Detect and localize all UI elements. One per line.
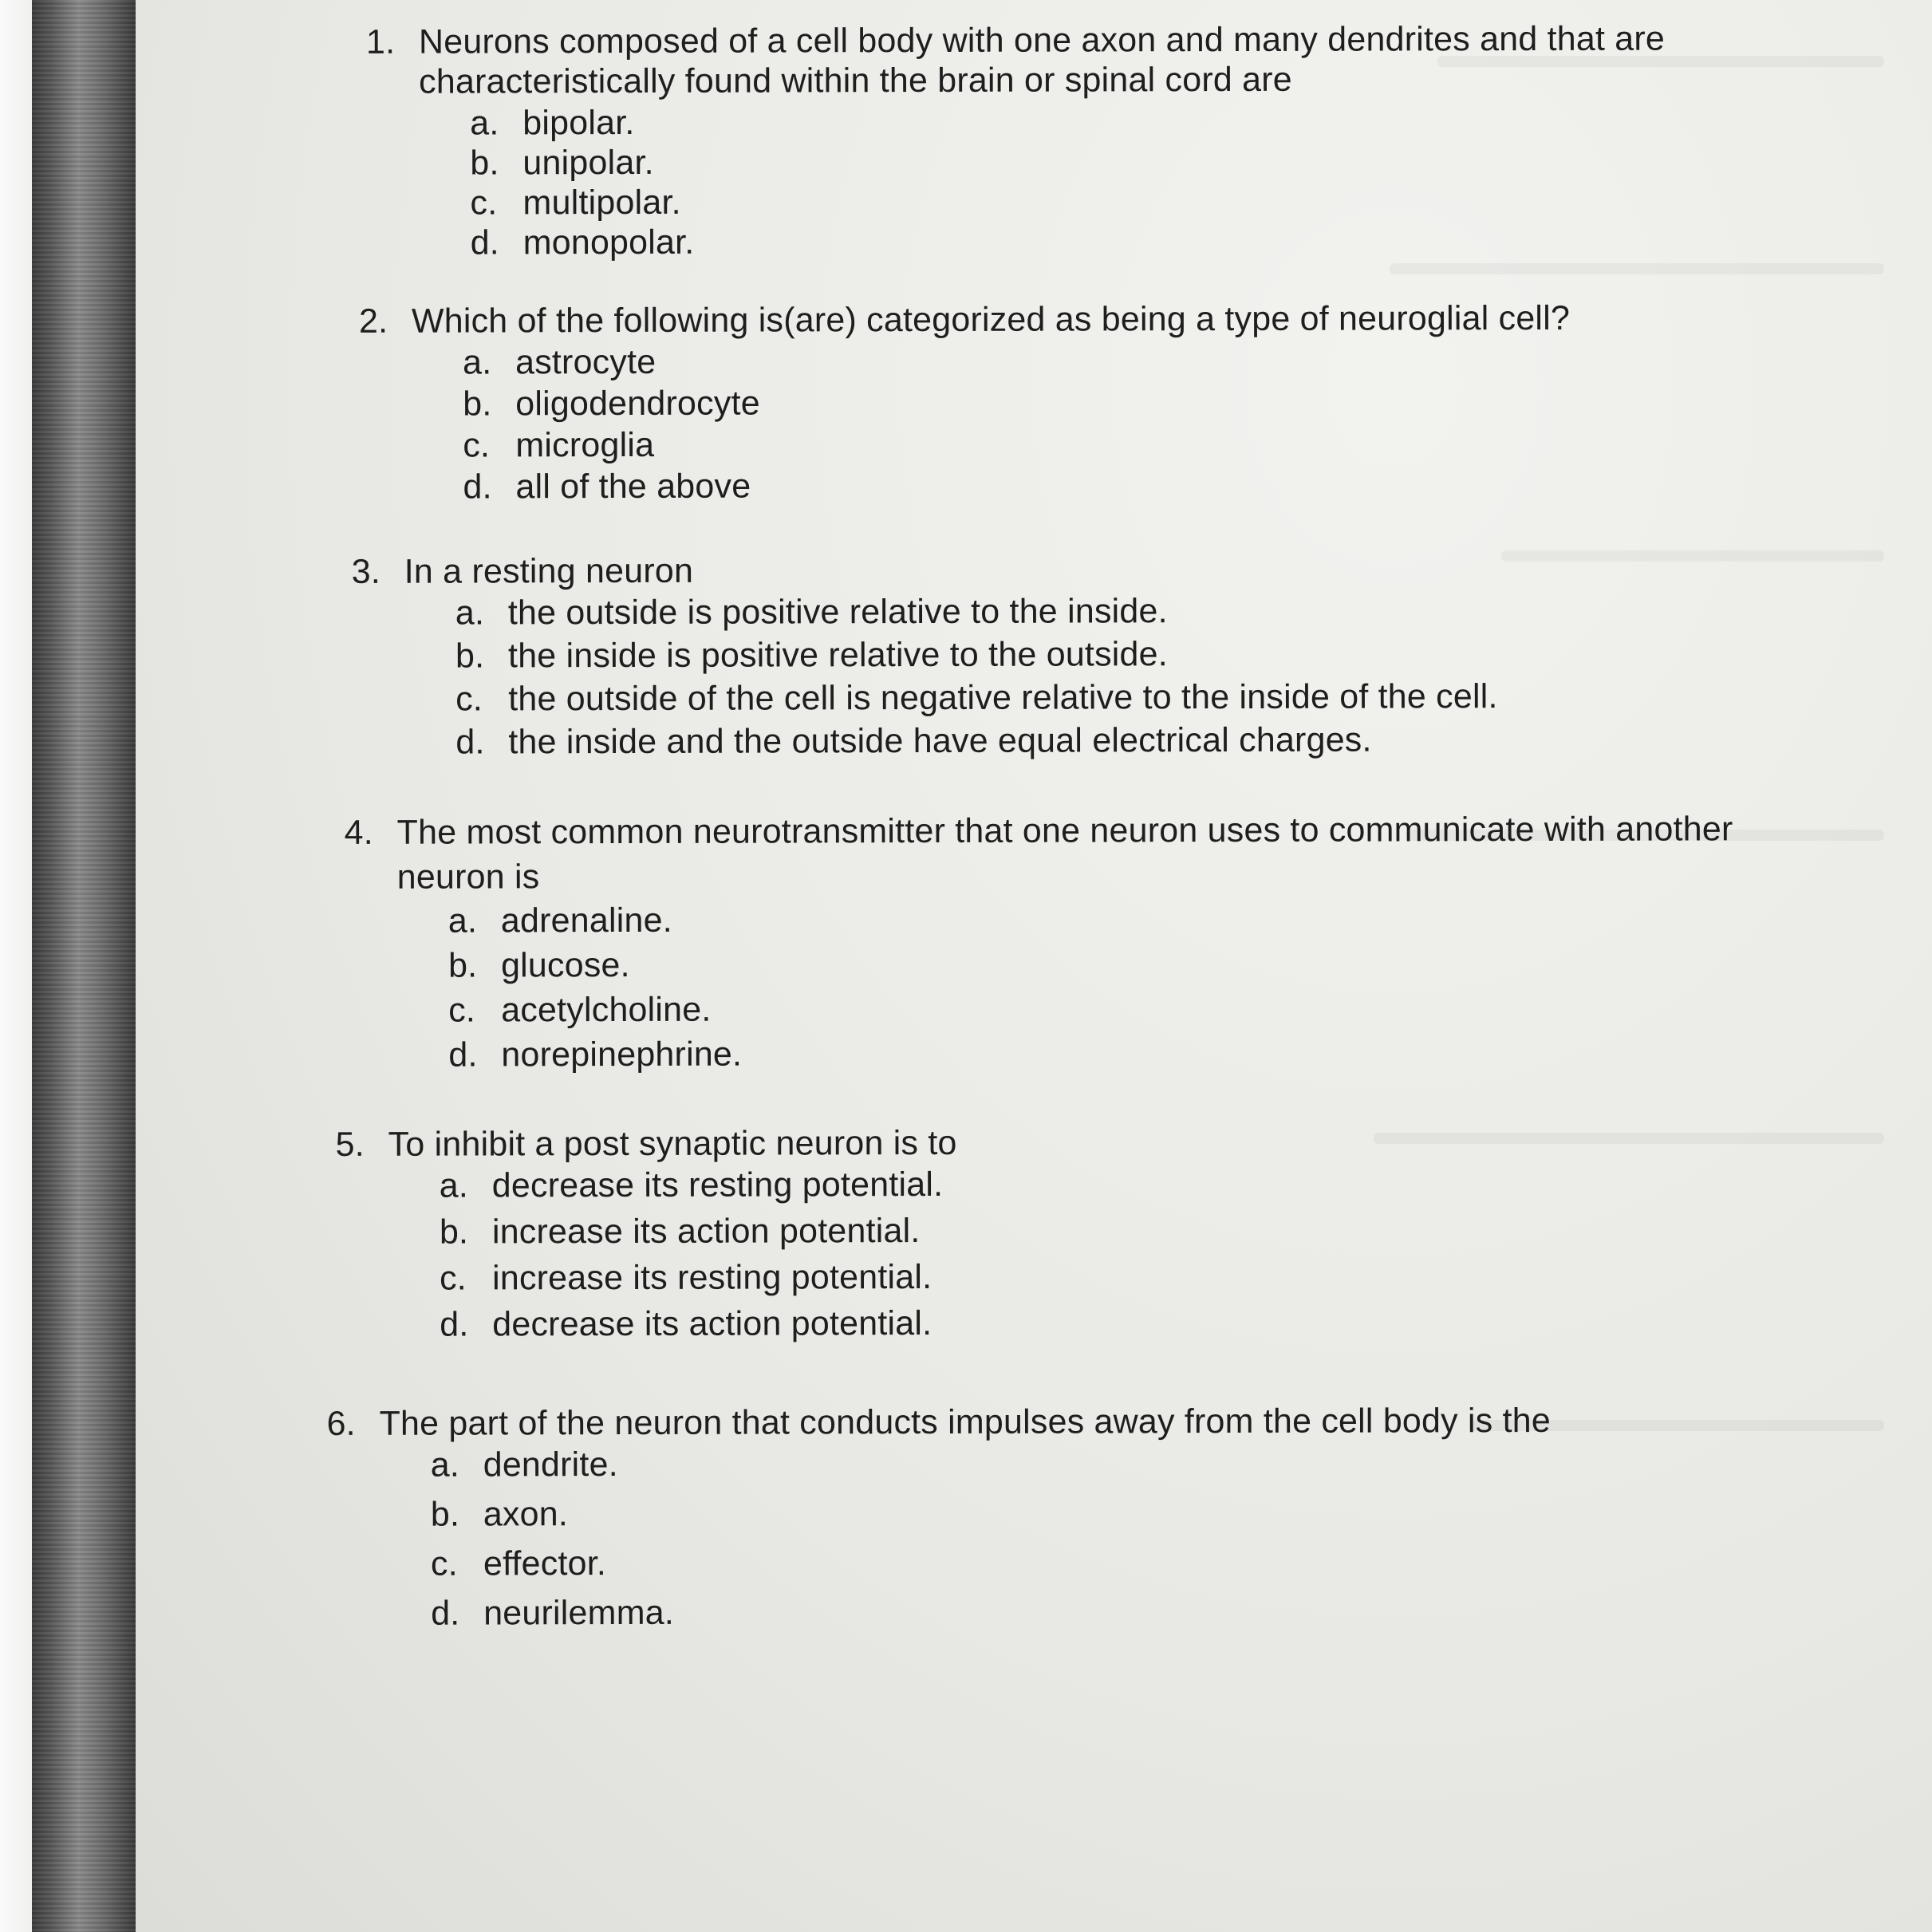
answer-option[interactable]: [448, 942, 1764, 990]
answer-option[interactable]: [470, 100, 1786, 143]
option-letter: c.: [430, 1544, 458, 1583]
option-letter: a.: [462, 343, 492, 382]
answer-options: [470, 100, 1787, 262]
option-letter: c.: [470, 183, 498, 223]
answer-option[interactable]: [431, 1491, 1747, 1544]
option-text: the outside of the cell is negative relative to the inside of the cell.: [508, 677, 1498, 719]
option-text: glucose.: [500, 945, 630, 985]
option-letter: c.: [439, 1259, 467, 1298]
answer-option[interactable]: [470, 179, 1786, 223]
answer-options: [431, 1441, 1748, 1642]
answer-option[interactable]: [463, 339, 1779, 384]
option-letter: d.: [440, 1305, 469, 1344]
answer-option[interactable]: [448, 897, 1764, 945]
option-letter: d.: [470, 223, 499, 262]
answer-option[interactable]: [463, 463, 1779, 508]
option-letter: c.: [448, 991, 476, 1030]
answer-option[interactable]: [431, 1441, 1747, 1494]
question-stem: [345, 806, 1764, 900]
option-letter: b.: [439, 1212, 469, 1252]
question-stem: [336, 1121, 1756, 1165]
answer-options: [448, 897, 1765, 1079]
option-letter: d.: [455, 723, 485, 762]
answer-options: [440, 1162, 1757, 1350]
option-letter: a.: [430, 1445, 459, 1484]
option-text: adrenaline.: [500, 901, 672, 940]
answer-option[interactable]: [455, 589, 1772, 636]
option-text: neurilemma.: [483, 1593, 675, 1633]
option-text: increase its action potential.: [491, 1212, 921, 1252]
answer-option[interactable]: [440, 1255, 1756, 1304]
answer-option[interactable]: [431, 1540, 1747, 1593]
option-text: all of the above: [515, 467, 751, 507]
question-number: 1.: [365, 22, 396, 61]
answer-option[interactable]: [440, 1162, 1756, 1212]
question-5: [336, 1121, 1757, 1351]
option-text: decrease its action potential.: [492, 1303, 932, 1344]
question-2: [359, 298, 1780, 509]
option-text: effector.: [483, 1544, 607, 1583]
option-text: dendrite.: [483, 1445, 618, 1484]
option-letter: a.: [439, 1166, 469, 1205]
question-stem: [352, 548, 1772, 592]
option-letter: a.: [470, 104, 499, 143]
option-text: astrocyte: [515, 342, 656, 382]
question-1: [366, 18, 1787, 263]
option-text: bipolar.: [522, 103, 635, 143]
option-text: axon.: [483, 1495, 569, 1534]
question-number: 3.: [351, 552, 381, 591]
answer-option[interactable]: [448, 1031, 1764, 1079]
option-text: increase its resting potential.: [491, 1257, 932, 1298]
answer-option[interactable]: [455, 719, 1772, 765]
option-text: the inside is positive relative to the outside.: [507, 635, 1168, 676]
option-text: unipolar.: [522, 143, 654, 183]
option-letter: d.: [463, 467, 492, 507]
option-letter: b.: [455, 637, 485, 676]
option-text: the outside is positive relative to the inside.: [507, 592, 1168, 633]
question-6: [326, 1400, 1747, 1643]
question-stem: [366, 18, 1786, 102]
answer-options: [463, 339, 1780, 508]
option-text: microglia: [515, 425, 655, 465]
option-letter: c.: [463, 426, 491, 465]
answer-option[interactable]: [455, 633, 1772, 679]
option-text: oligodendrocyte: [515, 384, 760, 424]
question-stem: [359, 298, 1779, 341]
option-letter: a.: [455, 593, 485, 633]
option-letter: b.: [448, 946, 478, 985]
option-text: norepinephrine.: [501, 1035, 743, 1074]
question-number: 5.: [335, 1125, 365, 1164]
option-text: the inside and the outside have equal electrical charges.: [508, 720, 1372, 762]
option-letter: c.: [455, 680, 483, 719]
answer-option[interactable]: [440, 1301, 1756, 1350]
option-letter: b.: [430, 1495, 460, 1534]
answer-option[interactable]: [431, 1590, 1747, 1642]
question-text: To inhibit a post synaptic neuron is to: [388, 1123, 957, 1164]
answer-option[interactable]: [471, 219, 1787, 262]
answer-options: [455, 589, 1772, 765]
question-stem: [326, 1400, 1746, 1444]
option-letter: b.: [470, 144, 499, 183]
option-letter: b.: [463, 384, 492, 424]
answer-option[interactable]: [463, 380, 1779, 425]
question-number: 2.: [358, 302, 388, 341]
question-text: The most common neurotransmitter that one neuron uses to communicate with another neuron is: [396, 810, 1733, 897]
answer-option[interactable]: [470, 140, 1786, 183]
option-text: multipolar.: [522, 183, 681, 223]
option-letter: d.: [448, 1035, 478, 1074]
option-letter: d.: [431, 1594, 460, 1633]
question-text: In a resting neuron: [404, 551, 694, 591]
question-3: [352, 548, 1772, 766]
option-letter: a.: [448, 901, 478, 940]
answer-option[interactable]: [455, 676, 1772, 722]
answer-option[interactable]: [440, 1208, 1756, 1258]
answer-option[interactable]: [448, 987, 1764, 1035]
question-text: The part of the neuron that conducts impulses away from the cell body is the: [379, 1401, 1552, 1443]
question-number: 6.: [326, 1404, 356, 1443]
option-text: monopolar.: [522, 223, 695, 262]
question-text: Neurons composed of a cell body with one axon and many dendrites and that are characteristically found within the brain or spinal cord are: [418, 19, 1666, 101]
option-text: acetylcholine.: [501, 990, 712, 1030]
answer-option[interactable]: [463, 422, 1779, 467]
question-number: 4.: [344, 813, 373, 852]
question-text: Which of the following is(are) categorized as being a type of neuroglial cell?: [411, 298, 1571, 341]
question-4: [345, 806, 1765, 1080]
option-text: decrease its resting potential.: [491, 1165, 944, 1205]
